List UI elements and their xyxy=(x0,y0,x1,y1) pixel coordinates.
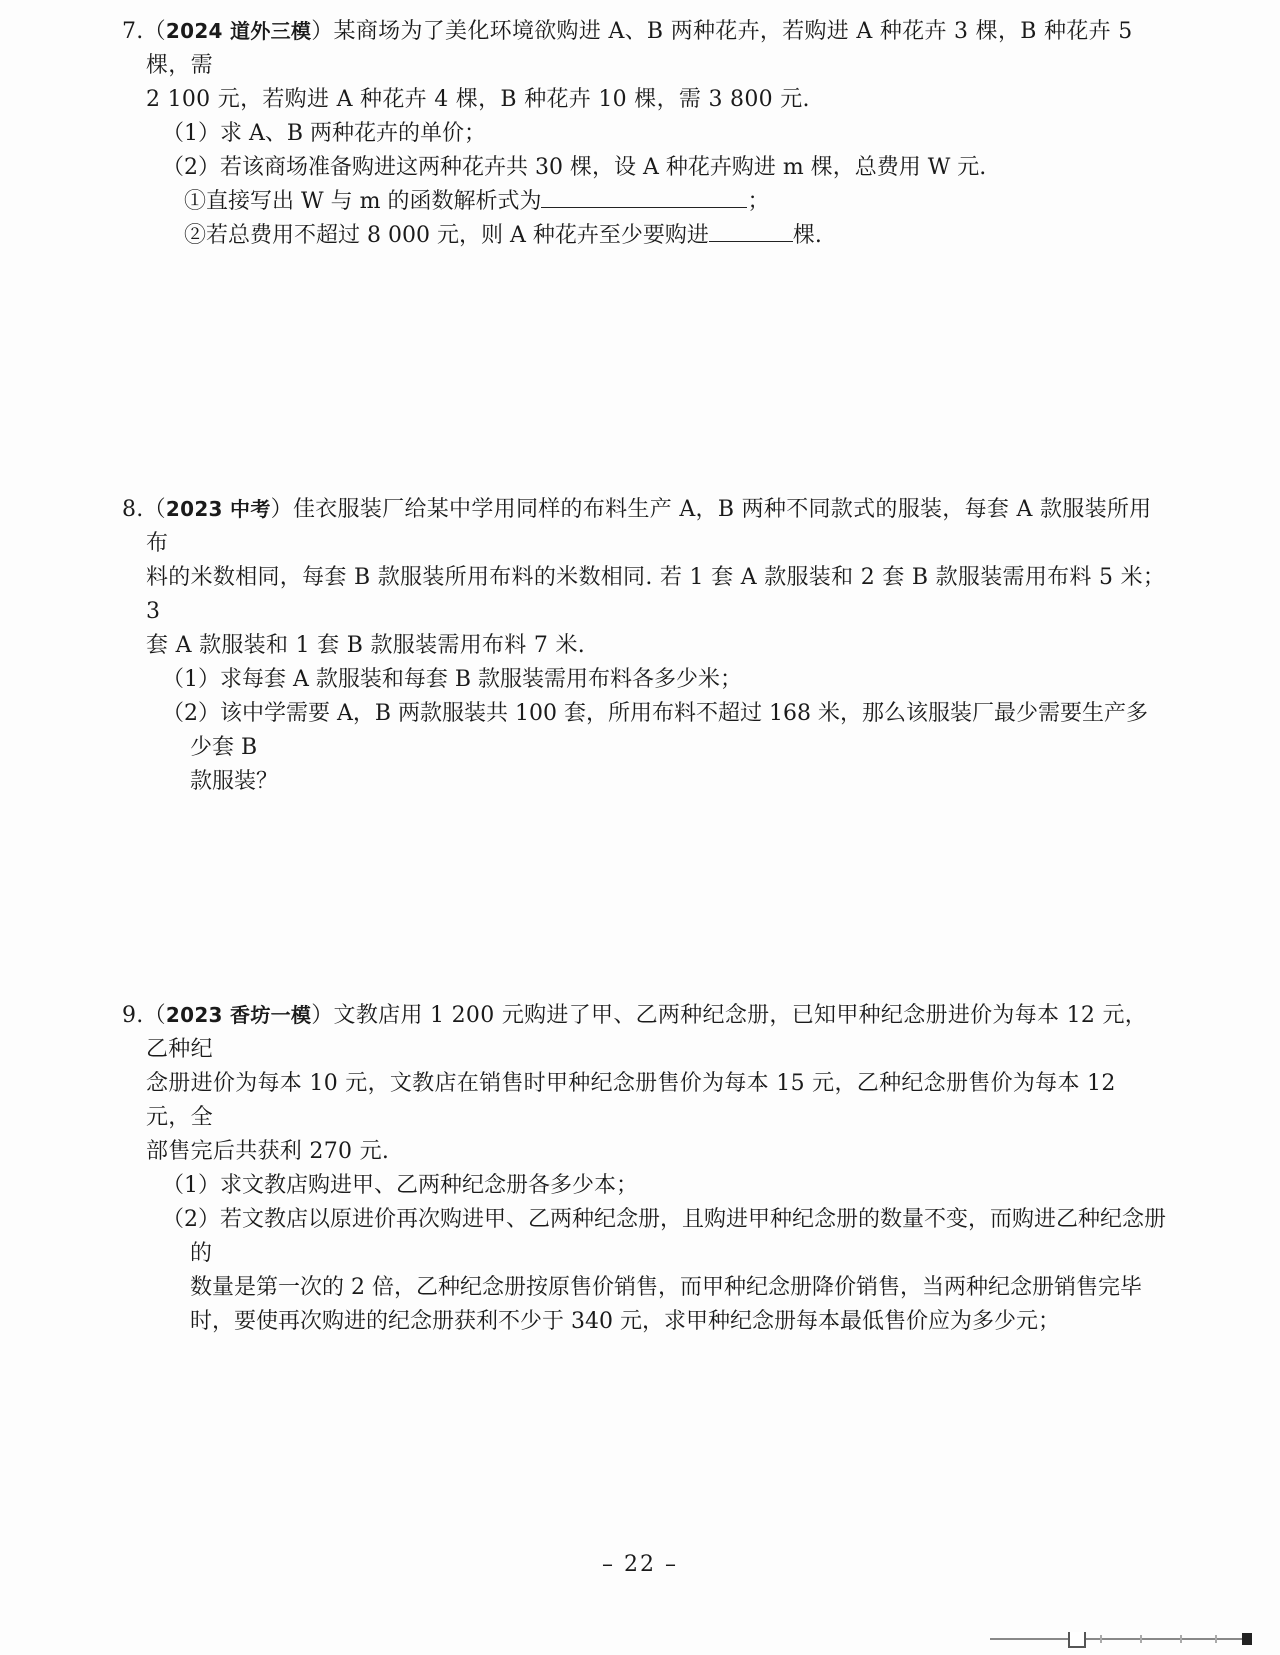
problem-7-part-2a xyxy=(122,185,1167,219)
stem-text: 佳衣服装厂给某中学用同样的布料生产 A，B 两种不同款式的服装，每套 A 款服装所用布 xyxy=(146,497,1152,556)
problem-7-stem: 7.（2024 道外三模）某商场为了美化环境欲购进 A、B 两种花卉，若购进 A 种花卉 3 棵，B 种花卉 5 棵，需 2 100 元，若购进 A 种花卉 4 棵，B 种花卉 10 棵，需 3 800 元. xyxy=(122,19,1133,112)
scrollbar-tick xyxy=(1140,1635,1142,1643)
problem-8-part-2 xyxy=(122,697,1167,799)
question-text: 数量是第一次的 2 倍，乙种纪念册按原售价销售，而甲种纪念册降价销售，当两种纪念册销售完毕 xyxy=(190,1275,1142,1300)
problem-8-stem: 8.（2023 中考）佳衣服装厂给某中学用同样的布料生产 A，B 两种不同款式的服装，每套 A 款服装所用布 料的米数相同，每套 B 款服装所用布料的米数相同. 若 1 套 A 款服装和 2 套 B 款服装需用布料 5 米；3 套 A 款服装和 1 套 B 款服装需用布料 7 米. xyxy=(122,497,1166,658)
problem-7-part-2: （2）若该商场准备购进这两种花卉共 30 棵，设 A 种花卉购进 m 棵，总费用 W 元. xyxy=(162,155,987,180)
stem-text: 念册进价为每本 10 元，文教店在销售时甲种纪念册售价为每本 15 元，乙种纪念册售价为每本 12 元，全 xyxy=(146,1071,1116,1130)
stem-text: 2 100 元，若购进 A 种花卉 4 棵，B 种花卉 10 棵，需 3 800 元. xyxy=(146,87,810,112)
stem-text: 套 A 款服装和 1 套 B 款服装需用布料 7 米. xyxy=(146,633,586,658)
question-text: ； xyxy=(747,189,770,214)
problem-number: 9. xyxy=(122,1003,144,1028)
question-text: ①直接写出 W 与 m 的函数解析式为 xyxy=(184,189,542,214)
problem-8 xyxy=(122,492,1167,799)
scrollbar-end-cap xyxy=(1242,1633,1252,1645)
problem-number: 7. xyxy=(122,19,144,44)
problem-source: 2024 道外三模 xyxy=(165,19,312,43)
scrollbar-thumb[interactable] xyxy=(1068,1632,1086,1648)
scrollbar-tick xyxy=(1180,1635,1182,1643)
stem-text: 文教店用 1 200 元购进了甲、乙两种纪念册，已知甲种纪念册进价为每本 12 元，乙种纪 xyxy=(146,1003,1148,1062)
problem-7-part-2b xyxy=(122,219,1167,253)
problem-9-part-2 xyxy=(122,1203,1167,1339)
problem-9 xyxy=(122,998,1167,1339)
question-text: （2）该中学需要 A，B 两款服装共 100 套，所用布料不超过 168 米，那么该服装厂最少需要生产多少套 B xyxy=(162,701,1148,760)
stem-text: 料的米数相同，每套 B 款服装所用布料的米数相同. 若 1 套 A 款服装和 2 套 B 款服装需用布料 5 米；3 xyxy=(146,565,1166,624)
horizontal-scrollbar[interactable] xyxy=(990,1632,1260,1646)
scrollbar-tick xyxy=(1215,1635,1217,1643)
problem-source: 2023 香坊一模 xyxy=(165,1003,312,1027)
answer-blank[interactable] xyxy=(541,185,747,208)
answer-blank[interactable] xyxy=(709,219,793,242)
stem-text: 某商场为了美化环境欲购进 A、B 两种花卉，若购进 A 种花卉 3 棵，B 种花卉 5 棵，需 xyxy=(146,19,1133,78)
problem-source: 2023 中考 xyxy=(165,497,271,521)
page-number: – 22 – xyxy=(602,1552,678,1577)
question-text: （2）若文教店以原进价再次购进甲、乙两种纪念册，且购进甲种纪念册的数量不变，而购进乙种纪念册的 xyxy=(162,1207,1167,1266)
question-text: ②若总费用不超过 8 000 元，则 A 种花卉至少要购进 xyxy=(184,223,709,248)
problem-number: 8. xyxy=(122,497,144,522)
question-text: 时，要使再次购进的纪念册获利不少于 340 元，求甲种纪念册每本最低售价应为多少元； xyxy=(190,1309,1060,1334)
scrollbar-track[interactable] xyxy=(990,1638,1250,1640)
question-text: 棵. xyxy=(792,223,822,248)
problem-7-part-1: （1）求 A、B 两种花卉的单价； xyxy=(162,121,487,146)
scrollbar-tick xyxy=(1100,1635,1102,1643)
problem-9-part-1: （1）求文教店购进甲、乙两种纪念册各多少本； xyxy=(162,1173,638,1198)
question-text: 款服装？ xyxy=(190,769,279,794)
problem-7 xyxy=(122,14,1167,253)
problem-8-part-1: （1）求每套 A 款服装和每套 B 款服装需用布料各多少米； xyxy=(162,667,743,692)
stem-text: 部售完后共获利 270 元. xyxy=(146,1139,390,1164)
problem-9-stem: 9.（2023 香坊一模）文教店用 1 200 元购进了甲、乙两种纪念册，已知甲种纪念册进价为每本 12 元，乙种纪 念册进价为每本 10 元，文教店在销售时甲种纪念册售价为每本 15 元，乙种纪念册售价为每本 12 元，全 部售完后共获利 270 元. xyxy=(122,1003,1148,1164)
